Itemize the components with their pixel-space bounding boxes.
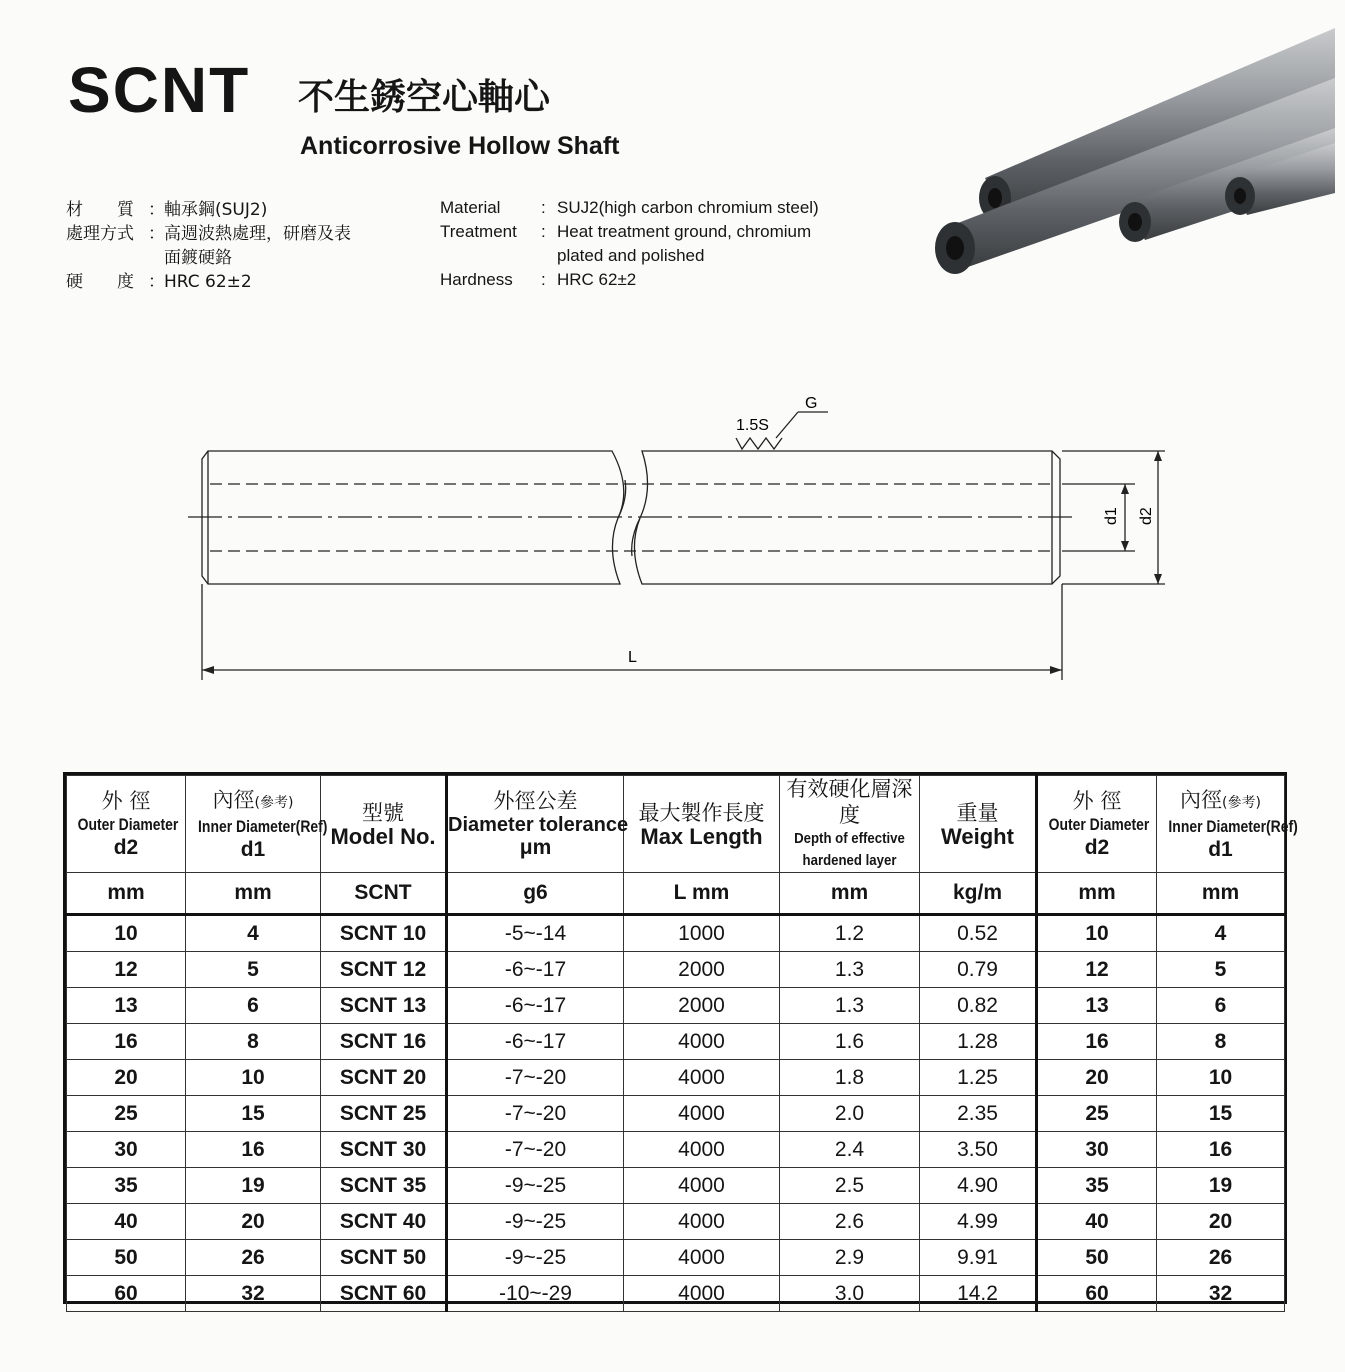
table-cell: 26 — [1157, 1240, 1285, 1276]
table-cell: SCNT 12 — [321, 952, 447, 988]
product-name-cn: 不生銹空心軸心 — [298, 77, 551, 118]
table-body — [67, 915, 1285, 1312]
shaft-drawing — [180, 388, 1180, 688]
surface-finish-label: 1.5S — [736, 417, 769, 434]
table-cell: 20 — [1157, 1204, 1285, 1240]
table-row — [67, 1240, 1285, 1276]
unit-cell: mm — [67, 873, 186, 915]
spec-label: 硬 度 — [66, 272, 134, 292]
table-cell: 4.99 — [920, 1204, 1037, 1240]
table-cell: 10 — [1037, 915, 1157, 952]
table-cell: 16 — [67, 1024, 186, 1060]
hollow-shaft-photo — [925, 18, 1335, 280]
product-code: SCNT — [68, 54, 251, 126]
table-cell: SCNT 30 — [321, 1132, 447, 1168]
table-cell: 4000 — [624, 1060, 780, 1096]
table-cell: -10~-29 — [447, 1276, 624, 1312]
unit-cell: mm — [1037, 873, 1157, 915]
table-cell: 40 — [1037, 1204, 1157, 1240]
unit-cell: kg/m — [920, 873, 1037, 915]
table-cell: 19 — [186, 1168, 321, 1204]
table-cell: 50 — [67, 1240, 186, 1276]
table-cell: 4000 — [624, 1096, 780, 1132]
table-cell: 2.4 — [780, 1132, 920, 1168]
table-cell: 13 — [67, 988, 186, 1024]
table-cell: SCNT 16 — [321, 1024, 447, 1060]
table-row — [67, 1132, 1285, 1168]
spec-value: HRC 62±2 — [557, 270, 637, 289]
spec-row: Treatment : Heat treatment ground, chromium — [440, 220, 819, 244]
table-cell: SCNT 60 — [321, 1276, 447, 1312]
table-cell: 8 — [186, 1024, 321, 1060]
table-cell: 10 — [67, 915, 186, 952]
table-cell: -7~-20 — [447, 1132, 624, 1168]
length-label: L — [628, 649, 637, 666]
table-cell: 16 — [186, 1132, 321, 1168]
grind-label: G — [805, 395, 818, 412]
header-inner-diameter-2: 內徑(參考) Inner Diameter(Ref) d1 — [1157, 776, 1285, 873]
table-cell: SCNT 13 — [321, 988, 447, 1024]
spec-row: 材 質 ： 軸承鋼(SUJ2) — [66, 200, 268, 220]
table-cell: 32 — [1157, 1276, 1285, 1312]
unit-cell: mm — [1157, 873, 1285, 915]
table-row — [67, 988, 1285, 1024]
table-cell: SCNT 25 — [321, 1096, 447, 1132]
specs-en — [440, 196, 819, 292]
table-cell: 1.25 — [920, 1060, 1037, 1096]
table-cell: 10 — [186, 1060, 321, 1096]
table-row — [67, 1276, 1285, 1312]
unit-cell: SCNT — [321, 873, 447, 915]
table-cell: SCNT 40 — [321, 1204, 447, 1240]
table-cell: 2.6 — [780, 1204, 920, 1240]
unit-cell: g6 — [447, 873, 624, 915]
table-cell: 1.3 — [780, 988, 920, 1024]
table-header-row — [67, 776, 1285, 873]
spec-row — [66, 246, 351, 270]
spec-value: plated and polished — [557, 246, 705, 265]
table-cell: 2.9 — [780, 1240, 920, 1276]
table-cell: 6 — [1157, 988, 1285, 1024]
table-row — [67, 1168, 1285, 1204]
table-cell: 35 — [1037, 1168, 1157, 1204]
table-cell: 2.0 — [780, 1096, 920, 1132]
spec-row — [440, 244, 819, 268]
table-cell: 40 — [67, 1204, 186, 1240]
header-hardened-depth: 有效硬化層深度 Depth of effective hardened layer — [780, 776, 920, 873]
specs-cn — [66, 198, 351, 294]
table-unit-row — [67, 873, 1285, 915]
table-row — [67, 1060, 1285, 1096]
unit-cell: mm — [780, 873, 920, 915]
table-cell: -9~-25 — [447, 1168, 624, 1204]
table-cell: 5 — [186, 952, 321, 988]
table-row — [67, 1096, 1285, 1132]
spec-label: 材 質 — [66, 200, 134, 220]
table-cell: 4 — [186, 915, 321, 952]
table-cell: 0.79 — [920, 952, 1037, 988]
table-cell: 8 — [1157, 1024, 1285, 1060]
table-cell: 15 — [1157, 1096, 1285, 1132]
table-cell: 4000 — [624, 1204, 780, 1240]
table-row — [67, 915, 1285, 952]
table-cell: 20 — [1037, 1060, 1157, 1096]
spec-value: Heat treatment ground, chromium — [557, 222, 812, 241]
header-outer-diameter: 外 徑 Outer Diameter d2 — [67, 776, 186, 873]
product-name-en: Anticorrosive Hollow Shaft — [300, 132, 620, 160]
table-cell: 16 — [1037, 1024, 1157, 1060]
spec-row: 硬 度 ： HRC 62±2 — [66, 272, 252, 292]
header-max-length: 最大製作長度 Max Length — [624, 776, 780, 873]
table-cell: 4000 — [624, 1240, 780, 1276]
table-cell: 6 — [186, 988, 321, 1024]
table-cell: 4000 — [624, 1024, 780, 1060]
table-cell: 4000 — [624, 1276, 780, 1312]
table-cell: -9~-25 — [447, 1240, 624, 1276]
spec-value: HRC 62±2 — [164, 272, 252, 292]
spec-row: 處理方式 ： 高週波熱處理，研磨及表 — [66, 224, 351, 244]
table-cell: 4.90 — [920, 1168, 1037, 1204]
table-cell: 19 — [1157, 1168, 1285, 1204]
table-row — [67, 1204, 1285, 1240]
table-cell: 30 — [1037, 1132, 1157, 1168]
table-cell: 13 — [1037, 988, 1157, 1024]
table-cell: -7~-20 — [447, 1060, 624, 1096]
spec-label: Hardness — [440, 270, 513, 289]
spec-value: 高週波熱處理，研磨及表 — [164, 224, 351, 244]
table-cell: 12 — [1037, 952, 1157, 988]
header-inner-diameter: 內徑(參考) Inner Diameter(Ref) d1 — [186, 776, 321, 873]
table-cell: 60 — [1037, 1276, 1157, 1312]
table-cell: 0.82 — [920, 988, 1037, 1024]
table-cell: 5 — [1157, 952, 1285, 988]
table-cell: 50 — [1037, 1240, 1157, 1276]
table-cell: -6~-17 — [447, 1024, 624, 1060]
table-cell: SCNT 35 — [321, 1168, 447, 1204]
table-cell: -5~-14 — [447, 915, 624, 952]
table-cell: 25 — [1037, 1096, 1157, 1132]
spec-value: 面鍍硬鉻 — [164, 248, 232, 268]
table-cell: 32 — [186, 1276, 321, 1312]
table-cell: 1000 — [624, 915, 780, 952]
spec-value: 軸承鋼(SUJ2) — [164, 200, 268, 220]
spec-value: SUJ2(high carbon chromium steel) — [557, 198, 819, 217]
spec-label: Material — [440, 198, 501, 217]
table-cell: 10 — [1157, 1060, 1285, 1096]
table-cell: 0.52 — [920, 915, 1037, 952]
d2-label: d2 — [1138, 507, 1155, 525]
table-cell: 25 — [67, 1096, 186, 1132]
table-cell: 4000 — [624, 1168, 780, 1204]
table-cell: -6~-17 — [447, 988, 624, 1024]
header-outer-diameter-2: 外 徑 Outer Diameter d2 — [1037, 776, 1157, 873]
table-cell: 3.0 — [780, 1276, 920, 1312]
unit-cell: mm — [186, 873, 321, 915]
table-cell: 9.91 — [920, 1240, 1037, 1276]
table-cell: 4000 — [624, 1132, 780, 1168]
table-row — [67, 952, 1285, 988]
table-cell: 1.3 — [780, 952, 920, 988]
table-cell: 20 — [67, 1060, 186, 1096]
table-cell: 1.28 — [920, 1024, 1037, 1060]
header-weight: 重量 Weight — [920, 776, 1037, 873]
table-cell: 2000 — [624, 952, 780, 988]
spec-row: Hardness : HRC 62±2 — [440, 268, 819, 292]
table-cell: 2.35 — [920, 1096, 1037, 1132]
spec-label — [66, 246, 148, 270]
table-cell: 4 — [1157, 915, 1285, 952]
d1-label: d1 — [1103, 507, 1120, 525]
spec-table — [63, 772, 1298, 1305]
spec-label: 處理方式 — [66, 224, 134, 244]
table-cell: -9~-25 — [447, 1204, 624, 1240]
spec-label — [440, 244, 541, 268]
spec-label: Treatment — [440, 222, 517, 241]
table-cell: SCNT 20 — [321, 1060, 447, 1096]
spec-row: Material : SUJ2(high carbon chromium steel) — [440, 196, 819, 220]
table-cell: 2000 — [624, 988, 780, 1024]
header-model-no: 型號 Model No. — [321, 776, 447, 873]
table-cell: 60 — [67, 1276, 186, 1312]
table-cell: 12 — [67, 952, 186, 988]
table-cell: 2.5 — [780, 1168, 920, 1204]
table-cell: 3.50 — [920, 1132, 1037, 1168]
table-cell: 1.2 — [780, 915, 920, 952]
table-cell: 16 — [1157, 1132, 1285, 1168]
table-cell: 14.2 — [920, 1276, 1037, 1312]
table-cell: SCNT 50 — [321, 1240, 447, 1276]
table-cell: 1.8 — [780, 1060, 920, 1096]
table-row — [67, 1024, 1285, 1060]
table-cell: 30 — [67, 1132, 186, 1168]
table-cell: -6~-17 — [447, 952, 624, 988]
table-cell: 1.6 — [780, 1024, 920, 1060]
table-cell: 15 — [186, 1096, 321, 1132]
table-cell: 26 — [186, 1240, 321, 1276]
table-cell: 35 — [67, 1168, 186, 1204]
header-diameter-tolerance: 外徑公差 Diameter tolerance μm — [447, 776, 624, 873]
table-cell: 20 — [186, 1204, 321, 1240]
table-cell: SCNT 10 — [321, 915, 447, 952]
table-cell: -7~-20 — [447, 1096, 624, 1132]
unit-cell: L mm — [624, 873, 780, 915]
